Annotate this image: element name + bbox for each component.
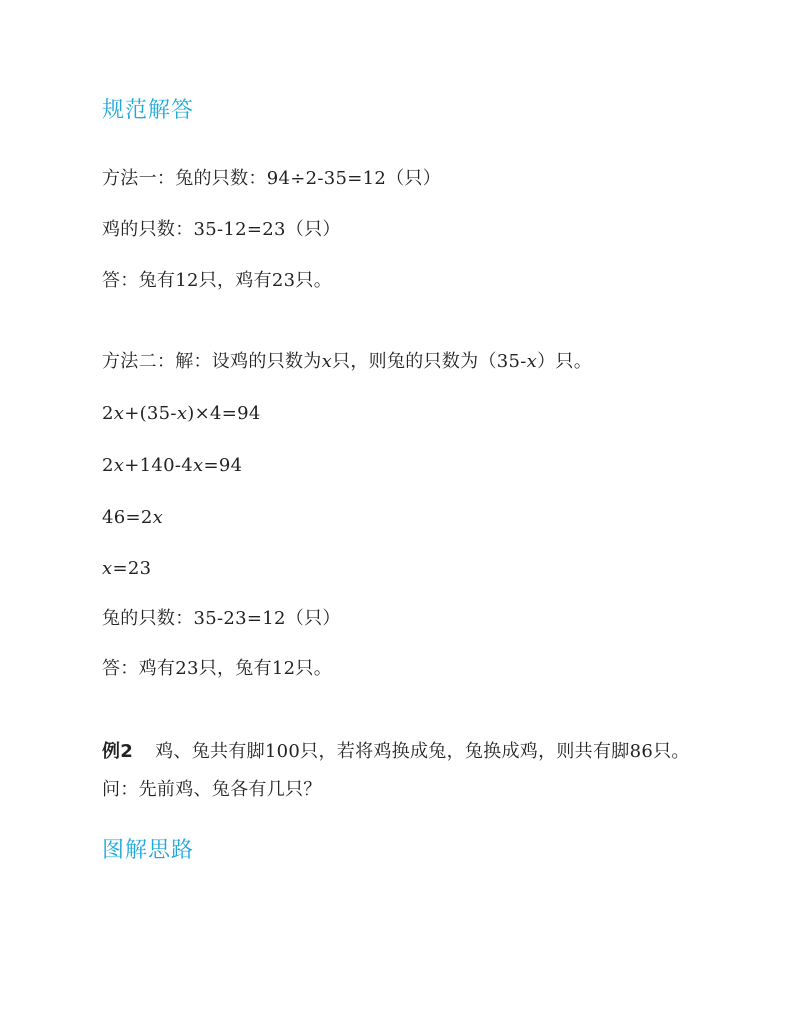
- method2-intro-var2: x: [526, 351, 538, 372]
- eq4-part-b: =23: [112, 558, 152, 579]
- figure-heading: 图解思路: [102, 838, 195, 863]
- eq1-part-c: )×4=94: [187, 403, 261, 424]
- method2-intro-text-c: ）只。: [537, 351, 593, 372]
- eq1-var: x: [113, 403, 125, 424]
- eq2-var: x: [113, 455, 125, 476]
- method2-rabbit-count: 兔的只数：35-23=12（只）: [102, 608, 341, 629]
- method2-answer: 答：鸡有23只，兔有12只。: [102, 658, 333, 679]
- equation-4: [102, 556, 151, 582]
- eq3-part-a: 46=2: [102, 507, 153, 528]
- method2-intro-text-a: 方法二：解：设鸡的只数为: [102, 351, 322, 372]
- eq2-part-c: =94: [203, 455, 243, 476]
- equation-1: [102, 401, 261, 427]
- method2-intro-text-b: 只，则兔的只数为（35-: [332, 351, 527, 372]
- method1-line2: 鸡的只数：35-12=23（只）: [102, 219, 341, 240]
- answer-heading: 规范解答: [102, 98, 195, 123]
- eq2-part-a: 2: [102, 455, 114, 476]
- method1-answer: 答：兔有12只，鸡有23只。: [102, 270, 333, 291]
- eq1-var2: x: [176, 403, 188, 424]
- eq2-part-b: +140-4: [124, 455, 193, 476]
- method2-intro-var: x: [321, 351, 333, 372]
- method2-intro: [102, 349, 592, 375]
- equation-3: [102, 505, 163, 531]
- example2-problem: [102, 733, 702, 809]
- method1-line1: 方法一：兔的只数：94÷2-35=12（只）: [102, 168, 442, 189]
- eq1-part-b: +(35-: [124, 403, 177, 424]
- eq1-part-a: 2: [102, 403, 114, 424]
- eq2-var2: x: [193, 455, 204, 476]
- example2-label: 例2: [102, 741, 134, 762]
- equation-2: [102, 453, 242, 479]
- eq4-var: x: [102, 558, 113, 579]
- example2-text: 鸡、兔共有脚100只，若将鸡换成兔，兔换成鸡，则共有脚86只。问：先前鸡、兔各有几只？: [102, 741, 690, 800]
- eq3-var: x: [152, 507, 164, 528]
